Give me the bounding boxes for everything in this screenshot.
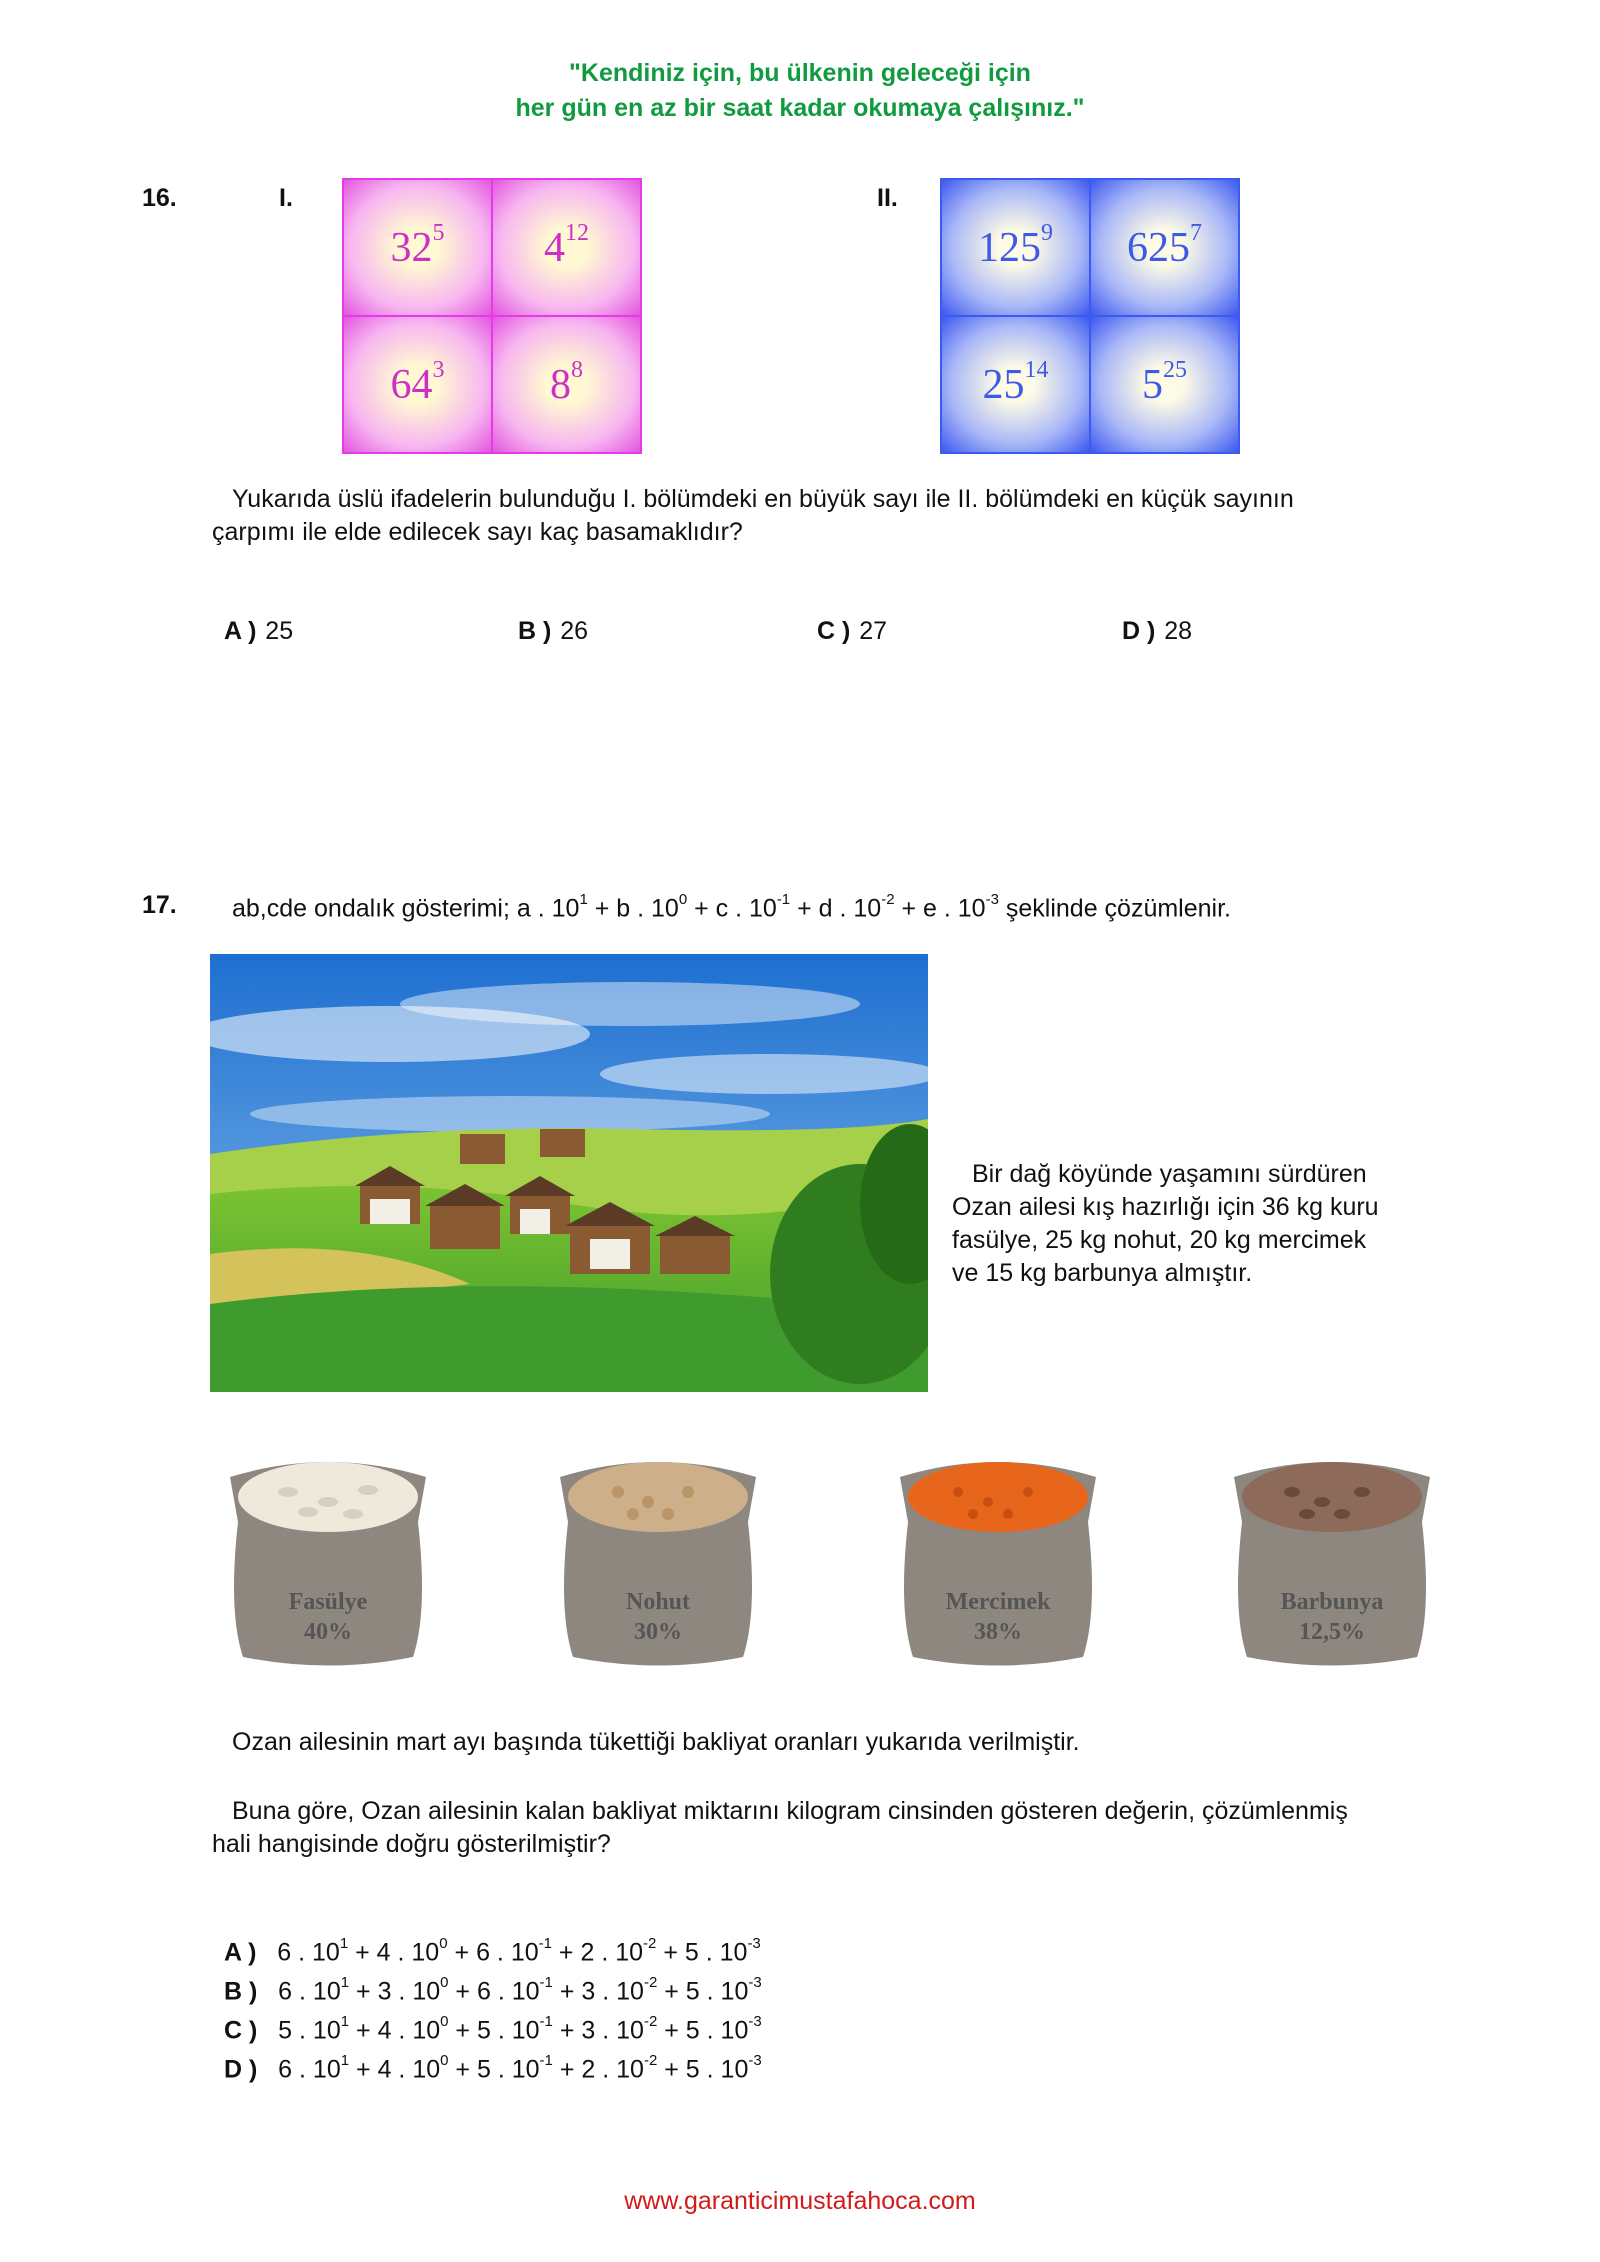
sack-name: Mercimek — [945, 1589, 1051, 1615]
grid1-cell: 64 $^3$ — [344, 317, 491, 452]
story-line-4: ve 15 kg barbunya almıştır. — [952, 1259, 1253, 1287]
story-line-2: Ozan ailesi kış hazırlığı için 36 kg kuru — [952, 1193, 1379, 1221]
sack-barbunya — [1222, 1452, 1442, 1672]
footer-url[interactable]: www.garanticimustafahoca.com — [624, 2187, 976, 2215]
question-16-number: 16. — [142, 184, 177, 212]
sack-percent: 12,5% — [1299, 1619, 1365, 1645]
exponent-grid-1 — [342, 178, 642, 454]
option-b-17[interactable]: B ) 6 . $10^1 + 3$ . $10^0 + 6$ . $10^{-1} + 3$ . $10^{-2} + 5$ . $10^{-3}$ — [224, 1974, 762, 2006]
section-1-label: I. — [279, 184, 293, 212]
grid2-cell: 125 $^9$ — [942, 180, 1089, 315]
option-a[interactable]: A ) 25 — [224, 617, 294, 645]
sack-nohut — [548, 1452, 768, 1672]
sack-mercimek — [888, 1452, 1108, 1672]
grid1-cell: 8 $^8$ — [493, 317, 640, 452]
exponent-grid-2 — [940, 178, 1240, 454]
question-16-line-1: Yukarıda üslü ifadelerin bulunduğu I. bölümdeki en büyük sayı ile II. bölümdeki en küçük sayının — [232, 485, 1294, 513]
option-d-17[interactable]: D ) 6 . $10^1 + 4$ . $10^0 + 5$ . $10^{-1} + 2$ . $10^{-2} + 5$ . $10^{-3}$ — [224, 2052, 762, 2084]
question-17-intro: ab,cde ondalık gösterimi; a . $10^1 + b$ . $10^0 + c$ . $10^{-1} + d$ . $10^{-2} + e$ . $10^{-3}$ şeklinde çözümlenir. — [232, 891, 1231, 923]
sack-fasulye — [218, 1452, 438, 1672]
option-d[interactable]: D ) 28 — [1122, 617, 1193, 645]
section-2-label: II. — [877, 184, 898, 212]
grid1-cell: 32 $^5$ — [344, 180, 491, 315]
story-line-3: fasülye, 25 kg nohut, 20 kg mercimek — [952, 1226, 1367, 1254]
sack-percent: 30% — [634, 1619, 682, 1645]
option-c[interactable]: C ) 27 — [817, 617, 888, 645]
option-a-17[interactable]: A ) 6 . $10^1 + 4$ . $10^0 + 6$ . $10^{-1} + 2$ . $10^{-2} + 5$ . $10^{-3}$ — [224, 1935, 761, 1967]
grid2-cell: 5 $^{25}$ — [1091, 317, 1238, 452]
grid2-cell: 625 $^7$ — [1091, 180, 1238, 315]
grid1-cell: 4 $^{12}$ — [493, 180, 640, 315]
sack-percent: 40% — [304, 1619, 352, 1645]
option-b[interactable]: B ) 26 — [518, 617, 589, 645]
story-line-1: Bir dağ köyünde yaşamını sürdüren — [972, 1160, 1367, 1188]
sack-name: Nohut — [625, 1589, 691, 1615]
consumed-text: Ozan ailesinin mart ayı başında tükettiği bakliyat oranları yukarıda verilmiştir. — [232, 1728, 1080, 1756]
question-16-line-2: çarpımı ile elde edilecek sayı kaç basamaklıdır? — [212, 518, 743, 546]
question-17-line-1: Buna göre, Ozan ailesinin kalan bakliyat miktarını kilogram cinsinden gösteren değerin, çözümlenmiş — [232, 1797, 1348, 1825]
sack-name: Barbunya — [1280, 1589, 1384, 1615]
motto-line-2: her gün en az bir saat kadar okumaya çalışınız." — [515, 94, 1085, 122]
sack-name: Fasülye — [288, 1589, 368, 1615]
question-17-number: 17. — [142, 891, 177, 919]
grid2-cell: 25 $^{14}$ — [942, 317, 1089, 452]
mountain-village-image — [210, 954, 928, 1392]
motto-line-1: "Kendiniz için, bu ülkenin geleceği için — [569, 59, 1031, 87]
sack-percent: 38% — [974, 1619, 1022, 1645]
option-c-17[interactable]: C ) 5 . $10^1 + 4$ . $10^0 + 5$ . $10^{-1} + 3$ . $10^{-2} + 5$ . $10^{-3}$ — [224, 2013, 762, 2045]
question-17-line-2: hali hangisinde doğru gösterilmiştir? — [212, 1830, 611, 1858]
